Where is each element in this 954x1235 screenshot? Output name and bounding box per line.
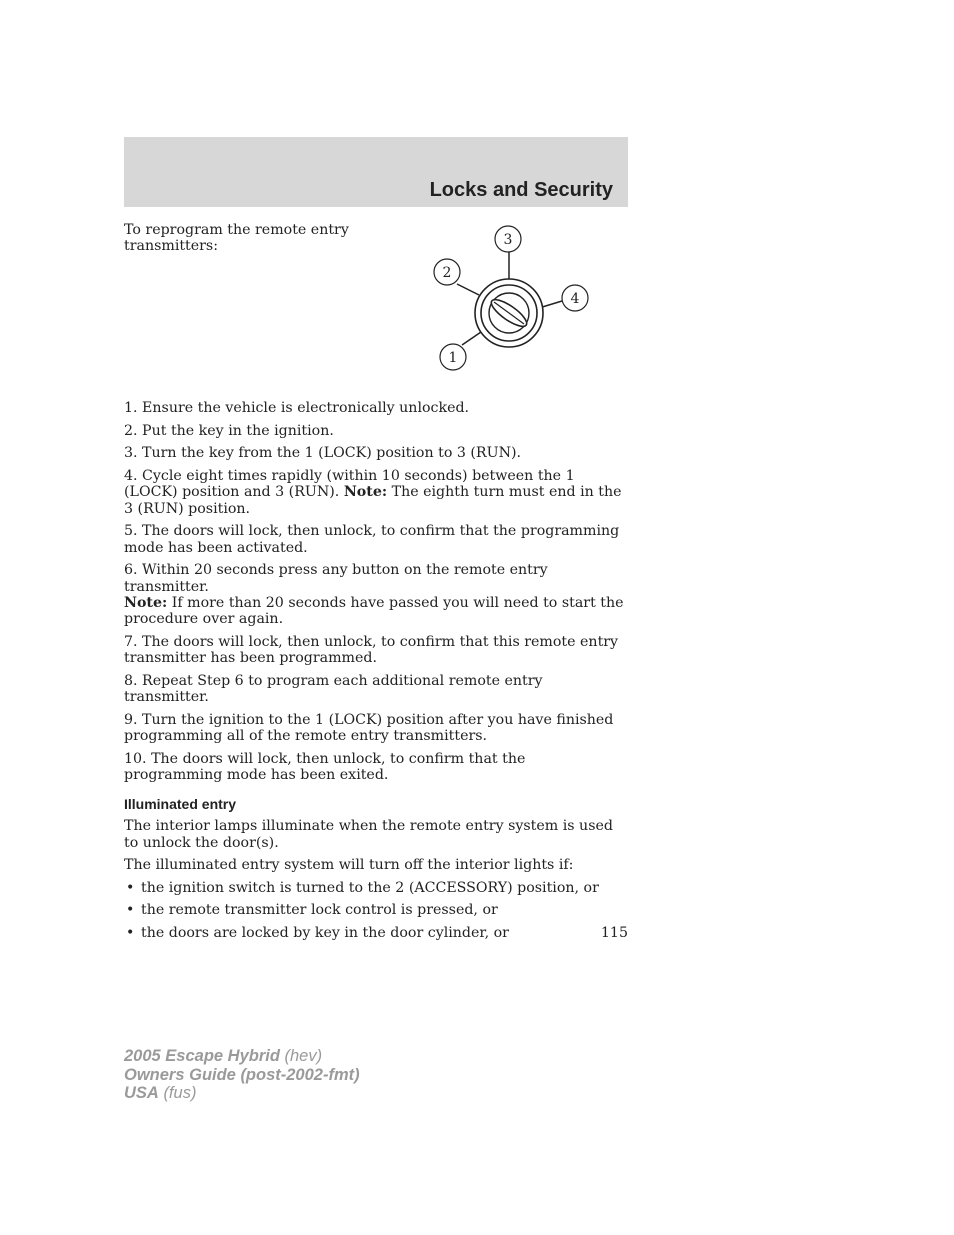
intro-text: To reprogram the remote entry transmitters: <box>124 222 349 255</box>
step-1: 1. Ensure the vehicle is electronically unlocked. <box>124 400 470 416</box>
step-8: 8. Repeat Step 6 to program each additional remote entry transmitter. <box>124 673 543 706</box>
ignition-key-cylinder-icon <box>475 279 543 347</box>
list-item: • the ignition switch is turned to the 2 (ACCESSORY) position, or <box>124 880 624 896</box>
list-item: • the remote transmitter lock control is pressed, or <box>124 902 624 918</box>
position-2-line <box>457 284 479 295</box>
footer-line-3: USA (fus) <box>124 1084 197 1102</box>
position-4-label: 4 <box>570 291 580 307</box>
document-footer <box>124 1047 360 1103</box>
illuminated-entry-paragraph-1: The interior lamps illuminate when the remote entry system is used to unlock the door(s). <box>124 818 613 851</box>
section-title: Locks and Security <box>429 179 613 201</box>
step-10: 10. The doors will lock, then unlock, to confirm that the programming mode has been exited. <box>124 751 526 784</box>
footer-line-1: 2005 Escape Hybrid (hev) <box>124 1047 323 1065</box>
position-1-line <box>462 332 481 345</box>
position-3-label: 3 <box>503 232 513 248</box>
step-3: 3. Turn the key from the 1 (LOCK) position to 3 (RUN). <box>124 445 522 462</box>
note-label: Note: <box>124 595 168 611</box>
page-number: 115 <box>600 925 628 941</box>
note-label: Note: <box>343 484 388 501</box>
procedure-body <box>124 400 624 948</box>
step-7: 7. The doors will lock, then unlock, to confirm that this remote entry transmitter has been programmed. <box>124 634 619 667</box>
step-4: 4. Cycle eight times rapidly (within 10 seconds) between the 1 (LOCK) position and 3 (RUN). Note: The eighth turn must end in the 3 (RUN) position. <box>124 467 622 517</box>
list-item: • the doors are locked by key in the door cylinder, or <box>124 925 624 941</box>
position-2-label: 2 <box>442 265 452 281</box>
illuminated-entry-paragraph-2: The illuminated entry system will turn off the interior lights if: <box>124 857 574 874</box>
step-6: 6. Within 20 seconds press any button on the remote entry transmitter. Note: If more than 20 seconds have passed you will need to start the procedure over again. <box>124 562 624 628</box>
illuminated-entry-heading: Illuminated entry <box>124 795 237 812</box>
conditions-list <box>124 880 624 942</box>
step-5: 5. The doors will lock, then unlock, to confirm that the programming mode has been activated. <box>124 523 620 556</box>
step-2: 2. Put the key in the ignition. <box>124 422 334 439</box>
section-header <box>124 137 628 207</box>
ignition-positions-svg <box>428 222 598 377</box>
step-9: 9. Turn the ignition to the 1 (LOCK) position after you have finished programming all of the remote entry transmitters. <box>124 712 614 745</box>
footer-line-2: Owners Guide (post-2002-fmt) <box>124 1065 360 1084</box>
position-1-label: 1 <box>448 350 458 366</box>
ignition-diagram <box>428 222 598 377</box>
